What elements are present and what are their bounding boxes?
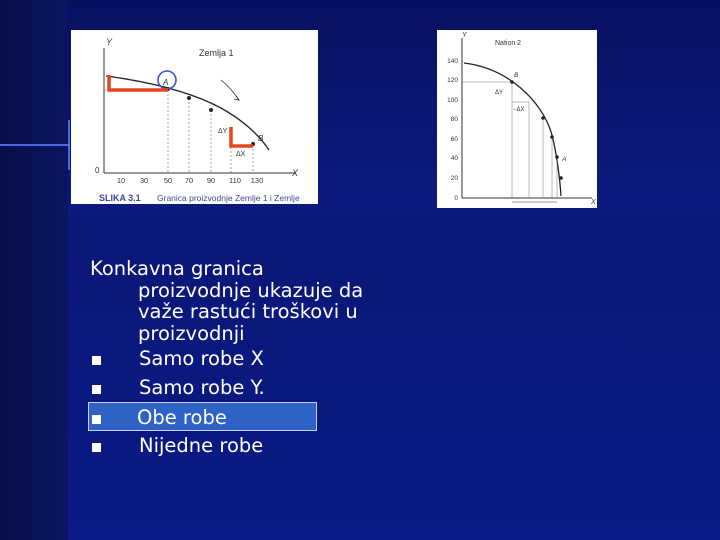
bullet-square-icon (92, 385, 101, 394)
answer-option-label: Nijedne robe (139, 434, 264, 457)
bullet-square-icon (92, 443, 101, 452)
bullet-square-icon (92, 356, 101, 365)
point-b-label: B (514, 72, 519, 79)
left-background-band (0, 0, 68, 540)
answer-option-selected[interactable] (90, 402, 390, 431)
curve-point (209, 108, 213, 112)
ppf-chart-nation-2 (437, 30, 597, 208)
answer-option-label: Samo robe Y. (139, 376, 265, 399)
y-tick-label: 100 (447, 97, 458, 104)
y-axis-label: Y (462, 32, 467, 39)
point-b-label: B (258, 134, 264, 143)
ppf-curve (106, 76, 269, 150)
caption-text: Granica proizvodnje Zemlje 1 i Zemlje (157, 193, 300, 203)
delta-y-label: ΔY (218, 128, 228, 135)
x-tick-label: 130 (250, 176, 264, 185)
y-axis-label: Y (106, 37, 113, 47)
curve-point (559, 176, 563, 180)
y-tick-label: 140 (447, 58, 458, 65)
x-tick-label: 90 (206, 176, 216, 185)
decorative-line-vertical (68, 120, 70, 170)
question-line: važe rastući troškovi u (138, 300, 358, 323)
question-line: proizvodnji (138, 321, 245, 345)
origin-label: 0 (95, 166, 100, 175)
x-tick-label: 50 (163, 176, 173, 185)
y-tick-label: 120 (447, 77, 458, 84)
chart-title: Nation 2 (495, 40, 522, 47)
curve-point (550, 135, 554, 139)
y-tick-label: 40 (450, 155, 458, 162)
answer-option[interactable] (90, 344, 390, 373)
y-tick-label: 0 (454, 195, 458, 202)
question-text-block (90, 258, 390, 460)
ppf-chart-zemlja-1 (71, 30, 318, 204)
x-tick-label: 110 (229, 176, 241, 185)
question-line: proizvodnje ukazuje da (138, 278, 364, 302)
answer-option[interactable] (90, 373, 390, 402)
x-axis-label: X (292, 168, 299, 178)
caption-label: SLIKA 3.1 (99, 193, 141, 203)
curve-point (541, 116, 545, 120)
figure-nation-2 (437, 30, 597, 208)
bullet-square-icon (92, 415, 101, 424)
answer-option-label: Obe robe (137, 406, 227, 429)
delta-x-label: ΔX (236, 151, 246, 158)
point-a-label: A (163, 78, 169, 87)
y-tick-label: 60 (450, 136, 458, 143)
step-marker-right (231, 127, 253, 146)
figure-zemlja-1 (71, 30, 318, 204)
point-a-label: A (562, 156, 567, 163)
decorative-line-horizontal (0, 144, 70, 146)
curve-point (187, 96, 191, 100)
x-tick-label: 30 (139, 176, 149, 185)
question-line: Konkavna granica (90, 257, 264, 280)
curve-point (510, 80, 514, 84)
y-tick-label: 80 (450, 116, 458, 123)
chart-title: Zemlja 1 (199, 48, 234, 58)
selection-highlight[interactable] (88, 402, 317, 431)
answer-option[interactable] (90, 431, 390, 460)
curve-point (555, 155, 559, 159)
y-tick-label: 20 (450, 175, 458, 182)
x-axis-label: X (591, 199, 596, 206)
answer-option-label: Samo robe X (139, 347, 264, 370)
delta-x-label: −ΔX (513, 107, 525, 113)
x-tick-label: 70 (184, 176, 194, 185)
x-tick-label: 10 (116, 176, 126, 185)
delta-y-label: ΔY (495, 90, 504, 96)
question-paragraph (90, 258, 390, 344)
